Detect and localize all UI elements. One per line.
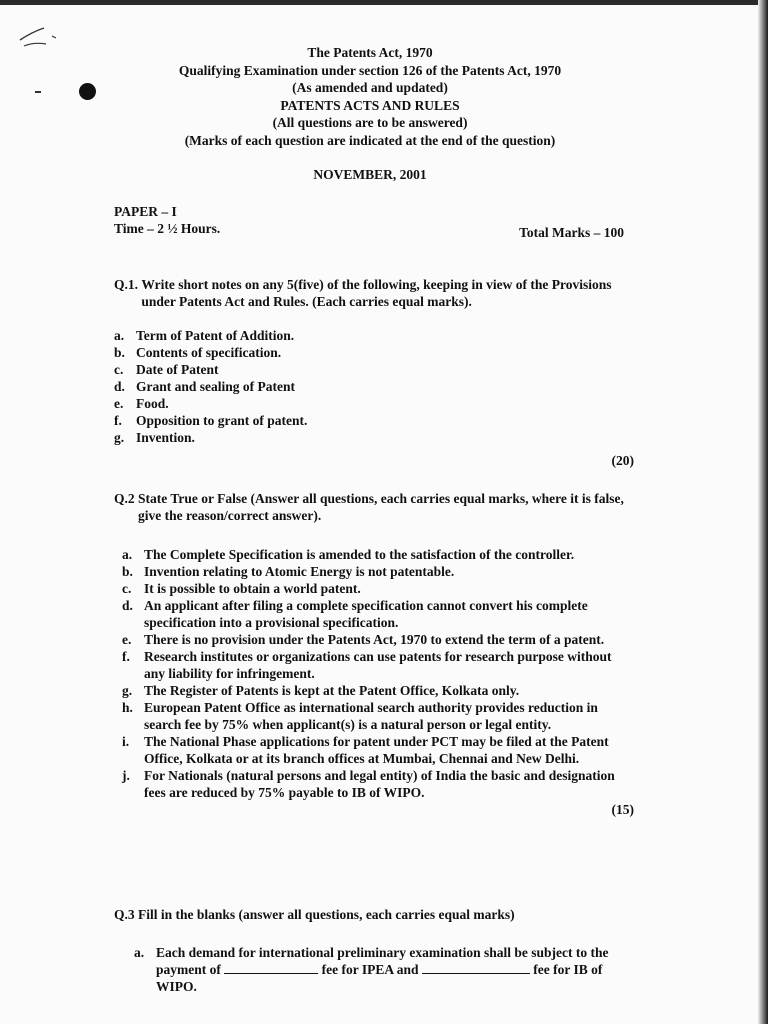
question-1 (114, 276, 634, 469)
fill-blank-ib[interactable] (422, 963, 530, 974)
exam-date: NOVEMBER, 2001 (313, 167, 427, 182)
list-item: g. Invention. (114, 430, 195, 445)
question-3 (114, 906, 634, 995)
paper-name: PAPER – I (114, 204, 177, 219)
question-number: Q.2 (114, 491, 139, 506)
question-2-items (122, 546, 634, 801)
list-item: c. Date of Patent (114, 362, 219, 377)
question-1-items (114, 327, 634, 446)
subject-title: PATENTS ACTS AND RULES (280, 97, 460, 113)
question-1-marks: (20) (611, 453, 634, 468)
scan-edge-top (0, 0, 768, 5)
list-item: e. There is no provision under the Patents Act, 1970 to extend the term of a patent. (122, 632, 605, 647)
exam-duration: Time – 2 ½ Hours. (114, 221, 221, 236)
hole-punch-mark (79, 83, 96, 100)
list-item: f. Research institutes or organizations can use patents for research purpose without any liability for infringement. (122, 649, 612, 681)
list-item: j. For Nationals (natural persons and legal entity) of India the basic and designation fees are reduced by 75% payable to IB of WIPO. (122, 768, 615, 800)
amendment-note: (As amended and updated) (292, 80, 448, 95)
list-item: e. Food. (114, 396, 169, 411)
margin-tick (35, 91, 41, 93)
question-number: Q.3 (114, 907, 139, 922)
list-item: d. Grant and sealing of Patent (114, 379, 296, 394)
question-text: State True or False (Answer all questions, each carries equal marks, where it is false, give the reason/correct answer). (138, 491, 624, 523)
question-3-items (134, 944, 634, 995)
list-item: c. It is possible to obtain a world patent. (122, 581, 361, 596)
fill-blank-ipea[interactable] (224, 963, 318, 974)
paper-info (114, 203, 624, 241)
list-item: a. Each demand for international preliminary examination shall be subject to the payment of fee for IPEA and fee for IB of WIPO. (134, 945, 609, 994)
question-text: Fill in the blanks (answer all questions, each carries equal marks) (138, 907, 515, 922)
pen-mark-icon (18, 22, 68, 62)
list-item: b. Contents of specification. (114, 345, 282, 360)
act-title: The Patents Act, 1970 (307, 45, 433, 60)
list-item: g. The Register of Patents is kept at the Patent Office, Kolkata only. (122, 683, 520, 698)
list-item: a. The Complete Specification is amended to the satisfaction of the controller. (122, 547, 575, 562)
question-2 (114, 490, 634, 818)
document-header (110, 44, 630, 184)
list-item: b. Invention relating to Atomic Energy is not patentable. (122, 564, 455, 579)
total-marks: Total Marks – 100 (519, 225, 624, 240)
question-2-marks: (15) (611, 802, 634, 817)
list-item: d. An applicant after filing a complete specification cannot convert his complete specification into a provisional specification. (122, 598, 588, 630)
list-item: h. European Patent Office as international search authority provides reduction in search fee by 75% when applicant(s) is a natural person or legal entity. (122, 700, 598, 732)
scan-edge-right (758, 0, 768, 1024)
list-item: a. Term of Patent of Addition. (114, 328, 295, 343)
question-number: Q.1. (114, 277, 142, 292)
instruction-marks: (Marks of each question are indicated at the end of the question) (184, 132, 556, 148)
list-item: i. The National Phase applications for patent under PCT may be filed at the Patent Office, Kolkata or at its branch offices at Mumbai, Chennai and New Delhi. (122, 734, 609, 766)
instruction-all-questions: (All questions are to be answered) (272, 115, 468, 130)
exam-title: Qualifying Examination under section 126 of the Patents Act, 1970 (178, 62, 562, 78)
list-item: f. Opposition to grant of patent. (114, 413, 308, 428)
question-text: Write short notes on any 5(five) of the following, keeping in view of the Provisions under Patents Act and Rules. (Each carries equal marks). (141, 277, 612, 309)
